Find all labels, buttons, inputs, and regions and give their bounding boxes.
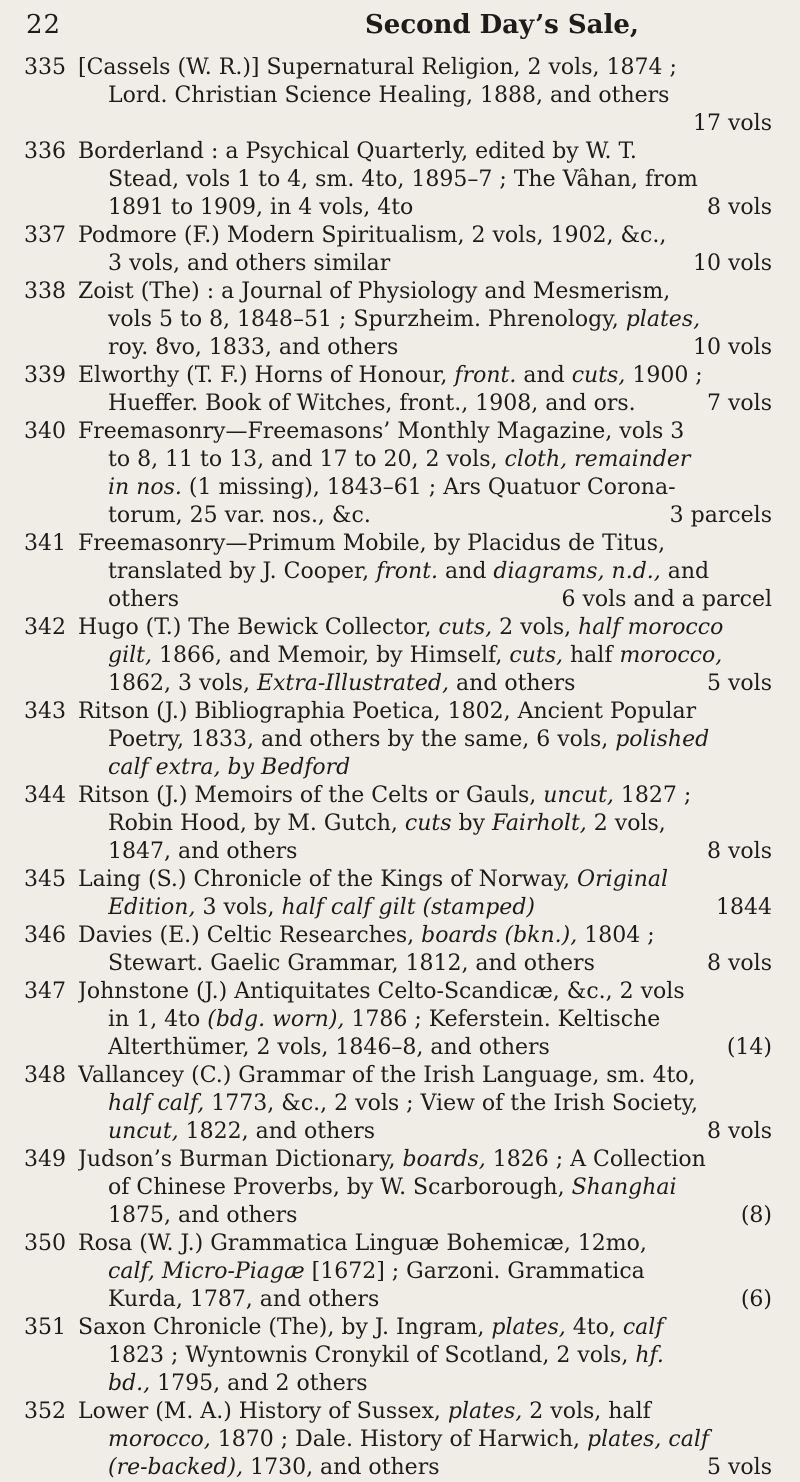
lot-description-line bbox=[78, 1230, 772, 1258]
lot-description-line bbox=[108, 334, 772, 362]
lot-entry bbox=[0, 362, 800, 418]
lot-description-line bbox=[108, 446, 772, 474]
lot-description-text: Freemasonry—Primum Mobile, by Placidus de Titus, bbox=[78, 531, 666, 556]
lot-description-text: in 1, 4to (bdg. worn), 1786 ; Keferstein. Keltische bbox=[108, 1007, 661, 1032]
lot-description-line bbox=[108, 110, 772, 138]
lot-description-line bbox=[108, 1426, 772, 1454]
lot-description-line bbox=[78, 698, 772, 726]
lot-description-line bbox=[78, 138, 772, 166]
lot-entry bbox=[0, 866, 800, 922]
lot-quantity: 17 vols bbox=[693, 111, 772, 136]
lot-quantity: 1844 bbox=[716, 895, 772, 920]
lot-entry bbox=[0, 922, 800, 978]
lot-quantity: (14) bbox=[726, 1035, 772, 1060]
lot-description-line bbox=[78, 1314, 772, 1342]
lot-description-text: torum, 25 var. nos., &c. bbox=[108, 503, 371, 528]
lot-quantity: 8 vols bbox=[707, 1119, 772, 1144]
lot-entry bbox=[0, 1398, 800, 1482]
lot-entry bbox=[0, 418, 800, 530]
lot-description-text: translated by J. Cooper, front. and diagrams, n.d., and bbox=[108, 559, 710, 584]
lot-description-text: Robin Hood, by M. Gutch, cuts by Fairholt, 2 vols, bbox=[108, 811, 666, 836]
lot-description-line bbox=[78, 530, 772, 558]
lot-description-line bbox=[108, 1202, 772, 1230]
lot-entry bbox=[0, 278, 800, 362]
lot-entry bbox=[0, 138, 800, 222]
lot-description-text: 1862, 3 vols, Extra-Illustrated, and others bbox=[108, 671, 576, 696]
lot-number: 340 bbox=[24, 419, 66, 444]
lot-description-text: Stewart. Gaelic Grammar, 1812, and others bbox=[108, 951, 595, 976]
lot-number: 337 bbox=[24, 223, 66, 248]
lot-description-line bbox=[78, 418, 772, 446]
lot-number: 342 bbox=[24, 615, 66, 640]
lot-quantity: 5 vols bbox=[707, 1455, 772, 1480]
lot-description-text: Saxon Chronicle (The), by J. Ingram, plates, 4to, calf bbox=[78, 1315, 664, 1340]
lot-quantity: 10 vols bbox=[693, 335, 772, 360]
lot-description-line bbox=[108, 250, 772, 278]
lot-description-text: Poetry, 1833, and others by the same, 6 vols, polished bbox=[108, 727, 710, 752]
lot-description-text: Elworthy (T. F.) Horns of Honour, front. and cuts, 1900 ; bbox=[78, 363, 703, 388]
lot-number: 345 bbox=[24, 867, 66, 892]
lot-description-line bbox=[108, 1258, 772, 1286]
lot-entry bbox=[0, 1314, 800, 1398]
lot-description-text: Lower (M. A.) History of Sussex, plates, 2 vols, half bbox=[78, 1399, 651, 1424]
lot-description-line bbox=[108, 474, 772, 502]
lot-description-line bbox=[78, 614, 772, 642]
lot-description-text: Borderland : a Psychical Quarterly, edited by W. T. bbox=[78, 139, 637, 164]
lot-description-text: Judson’s Burman Dictionary, boards, 1826 ; A Collection bbox=[78, 1147, 706, 1172]
lot-description-text: in nos. (1 missing), 1843–61 ; Ars Quatuor Corona- bbox=[108, 475, 676, 500]
lot-entry bbox=[0, 698, 800, 782]
lot-entry bbox=[0, 978, 800, 1062]
lot-entry bbox=[0, 782, 800, 866]
lot-description-line bbox=[108, 1090, 772, 1118]
lot-description-text: morocco, 1870 ; Dale. History of Harwich, plates, calf bbox=[108, 1427, 710, 1452]
lot-description-line bbox=[78, 1146, 772, 1174]
lot-description-text: Ritson (J.) Bibliographia Poetica, 1802, Ancient Popular bbox=[78, 699, 697, 724]
lot-description-text: Podmore (F.) Modern Spiritualism, 2 vols, 1902, &c., bbox=[78, 223, 667, 248]
lot-description-line bbox=[108, 726, 772, 754]
lot-quantity: 5 vols bbox=[707, 671, 772, 696]
lot-description-text: Hueffer. Book of Witches, front., 1908, and ors. bbox=[108, 391, 636, 416]
lot-description-line bbox=[78, 866, 772, 894]
lot-description-line bbox=[108, 950, 772, 978]
lot-description-text: calf extra, by Bedford bbox=[108, 755, 351, 780]
lot-description-line bbox=[108, 166, 772, 194]
lot-description-line bbox=[108, 810, 772, 838]
lot-number: 338 bbox=[24, 279, 66, 304]
lot-entry bbox=[0, 222, 800, 278]
lot-description-text: Stead, vols 1 to 4, sm. 4to, 1895–7 ; The Vâhan, from bbox=[108, 167, 698, 192]
lot-description-line bbox=[108, 306, 772, 334]
lot-description-text: Johnstone (J.) Antiquitates Celto-Scandicæ, &c., 2 vols bbox=[78, 979, 685, 1004]
lot-description-line bbox=[78, 278, 772, 306]
lot-quantity: 8 vols bbox=[707, 195, 772, 220]
lot-description-text: Hugo (T.) The Bewick Collector, cuts, 2 vols, half morocco bbox=[78, 615, 724, 640]
page-number: 22 bbox=[26, 10, 62, 40]
running-head: Second Day’s Sale, bbox=[365, 10, 639, 40]
lot-description-text: Ritson (J.) Memoirs of the Celts or Gauls, uncut, 1827 ; bbox=[78, 783, 692, 808]
lot-description-text: to 8, 11 to 13, and 17 to 20, 2 vols, cloth, remainder bbox=[108, 447, 691, 472]
lot-number: 344 bbox=[24, 783, 66, 808]
lot-description-line bbox=[78, 922, 772, 950]
lot-description-line bbox=[108, 670, 772, 698]
lot-description-text: [Cassels (W. R.)] Supernatural Religion, 2 vols, 1874 ; bbox=[78, 55, 677, 80]
lot-description-line bbox=[108, 586, 772, 614]
lot-description-text: vols 5 to 8, 1848–51 ; Spurzheim. Phrenology, plates, bbox=[108, 307, 701, 332]
lot-description-line bbox=[108, 894, 772, 922]
lot-description-text: Davies (E.) Celtic Researches, boards (bkn.), 1804 ; bbox=[78, 923, 655, 948]
lot-description-line bbox=[108, 502, 772, 530]
lot-quantity: 8 vols bbox=[707, 951, 772, 976]
lot-description-text: Zoist (The) : a Journal of Physiology and Mesmerism, bbox=[78, 279, 671, 304]
lot-description-text: Laing (S.) Chronicle of the Kings of Norway, Original bbox=[78, 867, 669, 892]
lot-description-line bbox=[108, 390, 772, 418]
lot-description-line bbox=[78, 782, 772, 810]
lot-description-text: 3 vols, and others similar bbox=[108, 251, 391, 276]
lot-number: 335 bbox=[24, 55, 66, 80]
lot-description-text: Rosa (W. J.) Grammatica Linguæ Bohemicæ, 12mo, bbox=[78, 1231, 647, 1256]
lot-number: 341 bbox=[24, 531, 66, 556]
lot-description-text: (re-backed), 1730, and others bbox=[108, 1455, 440, 1480]
lot-description-line bbox=[108, 82, 772, 110]
lot-number: 351 bbox=[24, 1315, 66, 1340]
lot-description-text: Alterthümer, 2 vols, 1846–8, and others bbox=[108, 1035, 550, 1060]
lot-description-text: of Chinese Proverbs, by W. Scarborough, Shanghai bbox=[108, 1175, 677, 1200]
lot-description-text: 1891 to 1909, in 4 vols, 4to bbox=[108, 195, 414, 220]
lot-entry bbox=[0, 614, 800, 698]
lot-quantity: 8 vols bbox=[707, 839, 772, 864]
lot-description-line bbox=[78, 1062, 772, 1090]
lot-description-text: Edition, 3 vols, half calf gilt (stamped) bbox=[108, 895, 535, 920]
lot-description-text: uncut, 1822, and others bbox=[108, 1119, 376, 1144]
lot-description-text: calf, Micro-Piagæ [1672] ; Garzoni. Grammatica bbox=[108, 1259, 645, 1284]
lot-description-line bbox=[108, 1006, 772, 1034]
lot-description-line bbox=[108, 1286, 772, 1314]
lot-quantity: (6) bbox=[740, 1287, 772, 1312]
lot-description-line bbox=[108, 642, 772, 670]
lot-description-text: Vallancey (C.) Grammar of the Irish Language, sm. 4to, bbox=[78, 1063, 696, 1088]
lot-description-line bbox=[108, 194, 772, 222]
lot-description-line bbox=[78, 978, 772, 1006]
lot-description-line bbox=[78, 1398, 772, 1426]
lot-number: 352 bbox=[24, 1399, 66, 1424]
lot-entry bbox=[0, 530, 800, 614]
lot-description-line bbox=[108, 558, 772, 586]
lot-number: 343 bbox=[24, 699, 66, 724]
lot-description-line bbox=[108, 1342, 772, 1370]
lot-number: 349 bbox=[24, 1147, 66, 1172]
lot-number: 347 bbox=[24, 979, 66, 1004]
lot-quantity: (8) bbox=[740, 1203, 772, 1228]
lot-description-text: Kurda, 1787, and others bbox=[108, 1287, 380, 1312]
lot-description-line bbox=[108, 1174, 772, 1202]
lot-entry bbox=[0, 1146, 800, 1230]
lot-description-line bbox=[78, 222, 772, 250]
page-header bbox=[0, 6, 800, 46]
lot-description-line bbox=[108, 1034, 772, 1062]
lot-description-line bbox=[108, 838, 772, 866]
lot-description-line bbox=[108, 1118, 772, 1146]
lot-description-text: Freemasonry—Freemasons’ Monthly Magazine, vols 3 bbox=[78, 419, 685, 444]
lot-entry bbox=[0, 54, 800, 138]
lot-description-text: bd., 1795, and 2 others bbox=[108, 1371, 368, 1396]
lot-description-text: roy. 8vo, 1833, and others bbox=[108, 335, 399, 360]
lot-entry bbox=[0, 1230, 800, 1314]
lot-quantity: 3 parcels bbox=[669, 503, 772, 528]
lot-description-line bbox=[78, 362, 772, 390]
lot-number: 339 bbox=[24, 363, 66, 388]
lot-description-text: half calf, 1773, &c., 2 vols ; View of the Irish Society, bbox=[108, 1091, 699, 1116]
lot-list bbox=[0, 54, 800, 1482]
lot-entry bbox=[0, 1062, 800, 1146]
lot-description-line bbox=[108, 1370, 772, 1398]
lot-number: 350 bbox=[24, 1231, 66, 1256]
lot-description-line bbox=[108, 754, 772, 782]
lot-number: 348 bbox=[24, 1063, 66, 1088]
lot-description-text: Lord. Christian Science Healing, 1888, and others bbox=[108, 83, 670, 108]
lot-description-text: 1823 ; Wyntownis Cronykil of Scotland, 2 vols, hf. bbox=[108, 1343, 664, 1368]
lot-number: 346 bbox=[24, 923, 66, 948]
lot-quantity: 10 vols bbox=[693, 251, 772, 276]
lot-description-text: 1875, and others bbox=[108, 1203, 298, 1228]
lot-description-line bbox=[78, 54, 772, 82]
lot-description-line bbox=[108, 1454, 772, 1482]
lot-description-text: others bbox=[108, 587, 180, 612]
lot-quantity: 7 vols bbox=[707, 391, 772, 416]
lot-number: 336 bbox=[24, 139, 66, 164]
lot-description-text: gilt, 1866, and Memoir, by Himself, cuts, half morocco, bbox=[108, 643, 723, 668]
lot-description-text: 1847, and others bbox=[108, 839, 298, 864]
lot-quantity: 6 vols and a parcel bbox=[561, 587, 772, 612]
